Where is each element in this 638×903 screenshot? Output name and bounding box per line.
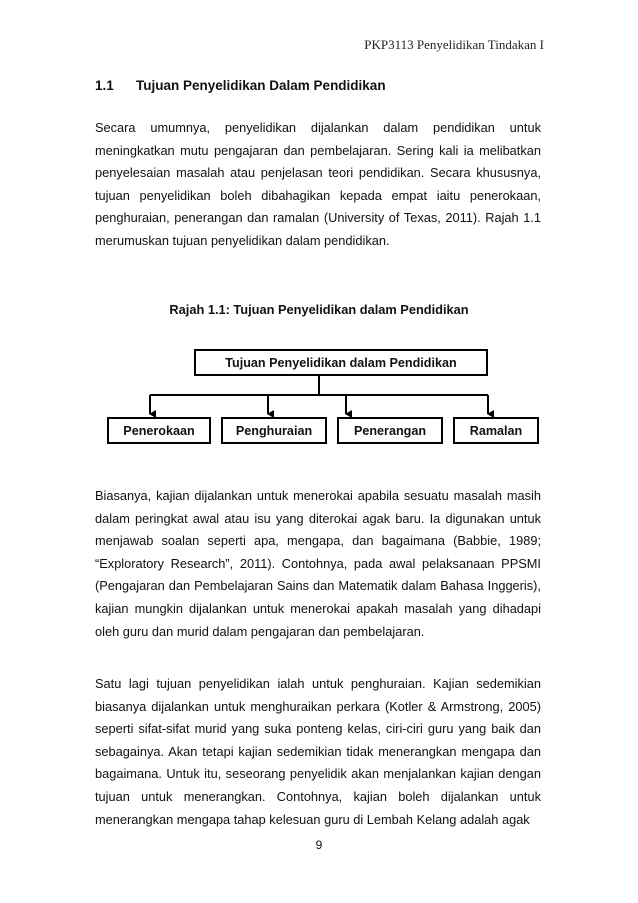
section-number: 1.1 [95,78,114,93]
diagram-root-box: Tujuan Penyelidikan dalam Pendidikan [194,349,488,376]
page-number: 9 [315,838,323,852]
section-title: Tujuan Penyelidikan Dalam Pendidikan [136,78,386,93]
diagram-box-penghuraian: Penghuraian [221,417,327,444]
running-header: PKP3113 Penyelidikan Tindakan I [364,37,544,52]
paragraph-intro: Secara umumnya, penyelidikan dijalankan dalam pendidikan untuk meningkatkan mutu pengajaran dan pembelajaran. Sering kali ia melibatkan penyelesaian masalah atau penjelasan teori pendidikan. Secara khususnya, tujuan penyelidikan boleh dibahagikan kepada empat iaitu penerokaan, penghuraian, penerangan dan ramalan (University of Texas, 2011). Rajah 1.1 merumuskan tujuan penyelidikan dalam pendidikan. [95,120,541,248]
diagram-box-penerokaan: Penerokaan [107,417,211,444]
purpose-diagram [0,345,638,450]
section-heading [95,78,386,93]
paragraph-exploration: Biasanya, kajian dijalankan untuk menerokai apabila sesuatu masalah masih dalam peringkat awal atau isu yang diterokai agak baru. Ia digunakan untuk menjawab soalan seperti apa, mengapa, dan bagaimana (Babbie, 1989; “Exploratory Research”, 2011). Contohnya, pada awal pelaksanaan PPSMI (Pengajaran dan Pembelajaran Sains dan Matematik dalam Bahasa Inggeris), kajian mungkin dijalankan untuk menerokai apakah masalah yang dihadapi oleh guru dan murid dalam pengajaran dan pembelajaran. [95,488,541,639]
paragraph-description: Satu lagi tujuan penyelidikan ialah untuk penghuraian. Kajian sedemikian biasanya dijalankan untuk menghuraikan perkara (Kotler & Armstrong, 2005) seperti sifat-sifat murid yang suka ponteng kelas, ciri-ciri guru yang baik dan sebagainya. Akan tetapi kajian sedemikian tidak menerangkan mengapa dan bagaimana. Untuk itu, seseorang penyelidik akan menjalankan kajian dengan tujuan untuk menerangkan. Contohnya, kajian boleh dijalankan untuk menerangkan mengapa tahap kelesuan guru di Lembah Kelang adalah agak [95,676,541,827]
figure-caption: Rajah 1.1: Tujuan Penyelidikan dalam Pendidikan [169,302,469,317]
diagram-box-penerangan: Penerangan [337,417,443,444]
diagram-box-ramalan: Ramalan [453,417,539,444]
